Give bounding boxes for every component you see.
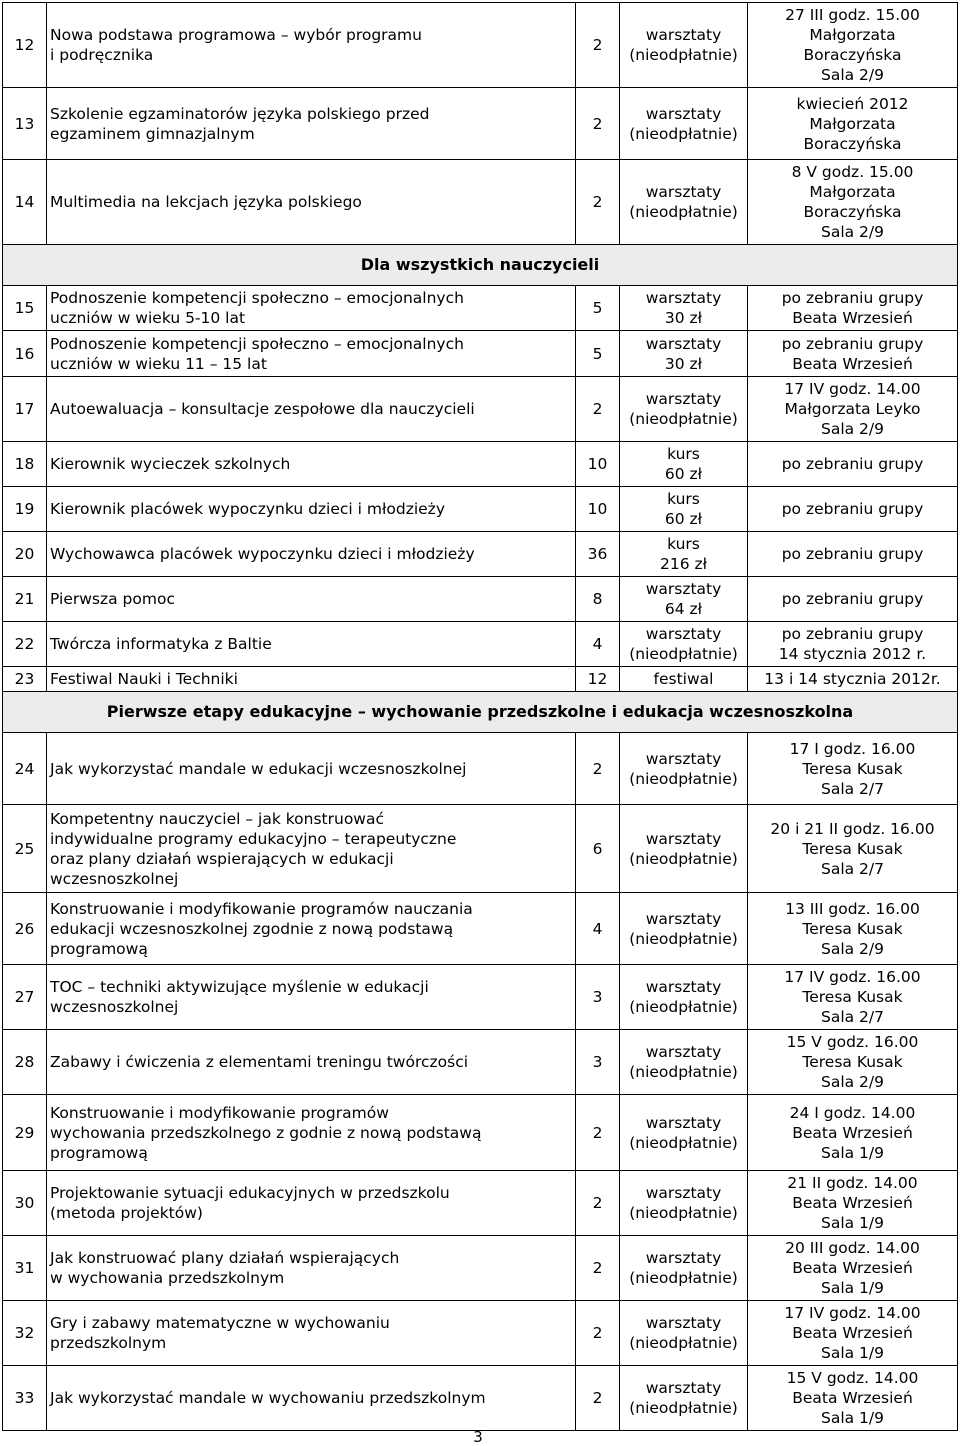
course-schedule [748,1095,958,1171]
course-form [620,1366,748,1431]
page-number: 3 [473,1428,483,1446]
course-schedule-line: Teresa Kusak [802,1053,903,1071]
course-schedule-line: Małgorzata [809,114,896,133]
course-number: 27 [3,965,47,1030]
course-title-line: Szkolenie egzaminatorów języka polskiego przed [50,104,430,123]
course-hours: 2 [576,1366,620,1431]
course-number: 15 [3,286,47,331]
table-group-c [3,733,958,1431]
course-schedule [748,487,958,532]
course-schedule [748,1171,958,1236]
course-form-line: warsztaty [645,1043,722,1061]
course-form-line: kurs [667,490,700,508]
course-schedule-line: po zebraniu grupy [781,500,924,518]
section-header-early [3,692,958,733]
course-form [620,805,748,893]
course-hours: 3 [576,1030,620,1095]
table-row [3,532,958,577]
course-schedule-line: 13 i 14 stycznia 2012r. [764,670,941,688]
course-form-line: 30 zł [664,354,703,373]
course-schedule-line: Sala 2/9 [820,1073,884,1091]
course-form-line: warsztaty [645,183,722,201]
course-form-line: (nieodpłatnie) [629,124,738,143]
course-schedule [748,532,958,577]
course-schedule-line: Beata Wrzesień [792,1259,913,1277]
document-page [2,2,958,1431]
course-title [47,622,576,667]
course-title-line: Podnoszenie kompetencji społeczno – emocjonalnych [50,289,464,307]
course-title [47,1236,576,1301]
course-form [620,733,748,805]
course-title-line: indywidualne programy edukacyjno – terapeutyczne [50,829,457,848]
course-schedule [748,667,958,692]
course-schedule-line: Sala 2/9 [820,223,884,241]
course-title-line: (metoda projektów) [50,1204,203,1222]
course-form-line: warsztaty [645,26,722,44]
course-schedule-line: Sala 2/7 [820,859,884,878]
course-schedule-line: 20 III godz. 14.00 [785,1239,920,1257]
course-title-line: Autoewaluacja – konsultacje zespołowe dla nauczycieli [50,400,475,418]
course-number: 31 [3,1236,47,1301]
course-schedule-line: Sala 2/9 [820,939,884,958]
course-form [620,331,748,377]
course-title [47,532,576,577]
table-row [3,667,958,692]
course-title-line: wychowania przedszkolnego z godnie z nową podstawą [50,1123,482,1142]
table-row [3,1236,958,1301]
course-title-line: Kompetentny nauczyciel – jak konstruować [50,809,385,828]
course-number: 19 [3,487,47,532]
course-form-line: (nieodpłatnie) [629,998,738,1016]
course-form [620,88,748,160]
course-title [47,1095,576,1171]
course-number: 22 [3,622,47,667]
course-form-line: 216 zł [659,555,708,573]
course-schedule-line: Boraczyńska [803,46,902,64]
course-title [47,377,576,442]
course-number: 25 [3,805,47,893]
course-title-line: uczniów w wieku 5-10 lat [50,309,246,327]
course-number: 23 [3,667,47,692]
table-row [3,3,958,88]
course-form-line: festiwal [653,670,714,688]
course-form-line: kurs [667,535,700,553]
course-title [47,965,576,1030]
table-row [3,805,958,893]
course-title-line: Wychowawca placówek wypoczynku dzieci i młodzieży [50,545,475,563]
course-title-line: Projektowanie sytuacji edukacyjnych w przedszkolu [50,1184,450,1202]
table-row [3,893,958,965]
course-title-line: uczniów w wieku 11 – 15 lat [50,354,267,373]
course-hours: 10 [576,442,620,487]
course-schedule-line: 24 I godz. 14.00 [789,1103,916,1122]
course-form-line: 60 zł [664,465,703,483]
course-form [620,622,748,667]
course-title [47,893,576,965]
table-group-a [3,3,958,245]
course-title-line: Jak konstruować plany działań wspierających [50,1249,400,1267]
course-form-line: 60 zł [664,510,703,528]
course-title-line: Kierownik wycieczek szkolnych [50,455,291,473]
course-schedule-line: 8 V godz. 15.00 [791,163,914,181]
course-schedule [748,331,958,377]
course-hours: 2 [576,3,620,88]
course-title-line: Podnoszenie kompetencji społeczno – emocjonalnych [50,334,464,353]
course-title [47,88,576,160]
course-form-line: warsztaty [645,334,722,353]
course-title-line: edukacji wczesnoszkolnej zgodnie z nową podstawą [50,919,454,938]
course-form [620,577,748,622]
course-title [47,1171,576,1236]
course-schedule-line: Małgorzata [809,26,896,44]
course-schedule-line: 17 IV godz. 16.00 [784,968,921,986]
course-form-line: warsztaty [645,829,722,848]
course-form [620,377,748,442]
course-number: 16 [3,331,47,377]
course-title [47,733,576,805]
table-row [3,1030,958,1095]
course-schedule [748,1030,958,1095]
course-form-line: (nieodpłatnie) [629,410,738,428]
course-form [620,1236,748,1301]
course-title-line: egzaminem gimnazjalnym [50,124,255,143]
course-hours: 2 [576,88,620,160]
table-row [3,622,958,667]
course-title-line: wczesnoszkolnej [50,869,179,888]
course-schedule [748,733,958,805]
course-form-line: warsztaty [645,1184,722,1202]
course-form-line: (nieodpłatnie) [629,929,738,948]
course-title-line: oraz plany działań wspierających w edukacji [50,849,394,868]
course-number: 20 [3,532,47,577]
course-hours: 6 [576,805,620,893]
table-row [3,1366,958,1431]
course-schedule-line: Sala 1/9 [820,1279,884,1297]
course-number: 30 [3,1171,47,1236]
course-form-line: kurs [667,445,700,463]
course-hours: 2 [576,1171,620,1236]
course-number: 33 [3,1366,47,1431]
course-hours: 2 [576,1236,620,1301]
course-title [47,1030,576,1095]
course-number: 26 [3,893,47,965]
course-schedule-line: 15 V godz. 16.00 [786,1033,919,1051]
course-schedule [748,1366,958,1431]
course-form-line: warsztaty [645,1113,722,1132]
course-title [47,667,576,692]
course-number: 17 [3,377,47,442]
course-form [620,160,748,245]
course-form-line: (nieodpłatnie) [629,645,738,663]
course-title-line: TOC – techniki aktywizujące myślenie w edukacji [50,978,429,996]
course-schedule-line: Teresa Kusak [802,988,903,1006]
course-schedule-line: Teresa Kusak [802,839,903,858]
course-title [47,487,576,532]
course-form-line: warsztaty [645,104,722,123]
course-form [620,532,748,577]
table-row [3,733,958,805]
course-form-line: warsztaty [645,580,722,598]
course-title [47,331,576,377]
course-schedule-line: po zebraniu grupy [781,625,924,643]
course-schedule-line: 17 I godz. 16.00 [789,739,916,758]
course-number: 24 [3,733,47,805]
course-schedule [748,160,958,245]
course-schedule [748,805,958,893]
course-form-line: warsztaty [645,390,722,408]
course-schedule [748,965,958,1030]
course-number: 21 [3,577,47,622]
course-hours: 2 [576,377,620,442]
course-title-line: przedszkolnym [50,1334,167,1352]
course-schedule-line: Boraczyńska [803,134,902,153]
course-schedule-line: 20 i 21 II godz. 16.00 [770,819,935,838]
course-title-line: wczesnoszkolnej [50,998,179,1016]
course-schedule-line: 17 IV godz. 14.00 [784,380,921,398]
course-schedule-line: po zebraniu grupy [781,545,924,563]
course-form [620,1095,748,1171]
course-title-line: Festiwal Nauki i Techniki [50,670,238,688]
course-schedule-line: Teresa Kusak [802,919,903,938]
course-schedule-line: Beata Wrzesień [792,1194,913,1212]
course-schedule-line: Sala 1/9 [820,1143,884,1162]
course-form-line: warsztaty [645,1379,722,1397]
course-title-line: Konstruowanie i modyfikowanie programów nauczania [50,899,473,918]
course-form [620,442,748,487]
course-schedule-line: Beata Wrzesień [792,309,913,327]
course-title-line: Twórcza informatyka z Baltie [50,635,272,653]
course-title [47,1301,576,1366]
course-form-line: (nieodpłatnie) [629,203,738,221]
course-number: 29 [3,1095,47,1171]
course-hours: 2 [576,160,620,245]
course-schedule-line: Małgorzata [809,183,896,201]
course-schedule [748,622,958,667]
course-schedule-line: 15 V godz. 14.00 [786,1369,919,1387]
course-form-line: (nieodpłatnie) [629,769,738,788]
course-form-line: (nieodpłatnie) [629,1269,738,1287]
course-schedule [748,286,958,331]
course-hours: 3 [576,965,620,1030]
course-schedule-line: Małgorzata Leyko [784,400,921,418]
course-schedule [748,3,958,88]
course-form [620,667,748,692]
course-schedule-line: Sala 1/9 [820,1409,884,1427]
course-title-line: Jak wykorzystać mandale w edukacji wczesnoszkolnej [50,759,467,778]
course-hours: 4 [576,893,620,965]
course-form [620,487,748,532]
table-group-b [3,286,958,692]
course-form [620,965,748,1030]
table-row [3,1171,958,1236]
course-form-line: 64 zł [664,600,703,618]
course-title-line: w wychowania przedszkolnym [50,1269,285,1287]
course-form-line: 30 zł [664,309,703,327]
course-schedule-line: 14 stycznia 2012 r. [778,645,927,663]
course-form-line: warsztaty [645,978,722,996]
course-schedule-line: Beata Wrzesień [792,1324,913,1342]
course-schedule-line: Sala 2/7 [820,1008,884,1026]
course-schedule-line: Beata Wrzesień [792,354,913,373]
table-row [3,88,958,160]
course-schedule-line: Sala 2/9 [820,420,884,438]
course-hours: 2 [576,1301,620,1366]
course-title-line: Kierownik placówek wypoczynku dzieci i młodzieży [50,500,445,518]
course-schedule [748,1301,958,1366]
course-form-line: warsztaty [645,749,722,768]
course-title [47,286,576,331]
course-title-line: Nowa podstawa programowa – wybór programu [50,26,422,44]
course-schedule-line: kwiecień 2012 [796,94,909,113]
table-row [3,487,958,532]
course-form-line: (nieodpłatnie) [629,1063,738,1081]
section-title-all: Dla wszystkich nauczycieli [3,245,958,286]
course-schedule-line: po zebraniu grupy [781,455,924,473]
course-schedule-line: po zebraniu grupy [781,334,924,353]
table-row [3,965,958,1030]
course-title [47,577,576,622]
course-hours: 8 [576,577,620,622]
course-schedule-line: Sala 1/9 [820,1214,884,1232]
course-number: 28 [3,1030,47,1095]
course-title-line: Konstruowanie i modyfikowanie programów [50,1103,389,1122]
course-schedule [748,442,958,487]
course-number: 13 [3,88,47,160]
course-schedule-line: 21 II godz. 14.00 [787,1174,918,1192]
course-hours: 5 [576,331,620,377]
course-schedule-line: Beata Wrzesień [792,1123,913,1142]
course-schedule-line: 13 III godz. 16.00 [785,899,920,918]
course-number: 32 [3,1301,47,1366]
table-row [3,331,958,377]
course-schedule [748,88,958,160]
course-table [2,2,958,1431]
course-hours: 2 [576,1095,620,1171]
course-form-line: (nieodpłatnie) [629,1204,738,1222]
section-title-early: Pierwsze etapy edukacyjne – wychowanie przedszkolne i edukacja wczesnoszkolna [3,692,958,733]
table-row [3,1095,958,1171]
course-form-line: (nieodpłatnie) [629,849,738,868]
course-schedule-line: Sala 2/7 [820,779,884,798]
table-row [3,286,958,331]
course-title-line: Gry i zabawy matematyczne w wychowaniu [50,1314,390,1332]
course-schedule-line: 27 III godz. 15.00 [785,6,920,24]
course-title [47,160,576,245]
course-form-line: (nieodpłatnie) [629,1334,738,1352]
course-title-line: Pierwsza pomoc [50,590,175,608]
course-hours: 10 [576,487,620,532]
course-form-line: warsztaty [645,1314,722,1332]
course-title-line: programową [50,1143,148,1162]
course-title-line: i podręcznika [50,46,154,64]
course-form-line: (nieodpłatnie) [629,46,738,64]
table-row [3,377,958,442]
course-title [47,3,576,88]
table-row [3,160,958,245]
course-title-line: Zabawy i ćwiczenia z elementami treningu twórczości [50,1053,469,1071]
course-number: 14 [3,160,47,245]
course-title-line: Multimedia na lekcjach języka polskiego [50,193,362,211]
course-form [620,3,748,88]
course-form [620,893,748,965]
course-schedule-line: po zebraniu grupy [781,289,924,307]
course-schedule-line: Beata Wrzesień [792,1389,913,1407]
table-row [3,577,958,622]
course-schedule-line: 17 IV godz. 14.00 [784,1304,921,1322]
course-schedule [748,893,958,965]
section-header-all [3,245,958,286]
course-schedule-line: Sala 2/9 [820,66,884,84]
course-form [620,1030,748,1095]
course-schedule-line: po zebraniu grupy [781,590,924,608]
course-form-line: warsztaty [645,909,722,928]
course-schedule-line: Sala 1/9 [820,1344,884,1362]
course-schedule [748,1236,958,1301]
course-form-line: warsztaty [645,1249,722,1267]
course-form [620,1171,748,1236]
course-title-line: programową [50,939,148,958]
course-form-line: warsztaty [645,625,722,643]
course-form-line: warsztaty [645,289,722,307]
course-form [620,286,748,331]
table-row [3,442,958,487]
course-hours: 5 [576,286,620,331]
course-title [47,442,576,487]
table-row [3,1301,958,1366]
course-number: 12 [3,3,47,88]
course-form-line: (nieodpłatnie) [629,1399,738,1417]
course-title [47,805,576,893]
course-form-line: (nieodpłatnie) [629,1133,738,1152]
course-number: 18 [3,442,47,487]
course-form [620,1301,748,1366]
course-hours: 36 [576,532,620,577]
course-schedule-line: Boraczyńska [803,203,902,221]
course-hours: 4 [576,622,620,667]
course-title [47,1366,576,1431]
course-hours: 12 [576,667,620,692]
course-schedule [748,577,958,622]
course-schedule [748,377,958,442]
course-title-line: Jak wykorzystać mandale w wychowaniu przedszkolnym [50,1389,486,1407]
course-hours: 2 [576,733,620,805]
course-schedule-line: Teresa Kusak [802,759,903,778]
